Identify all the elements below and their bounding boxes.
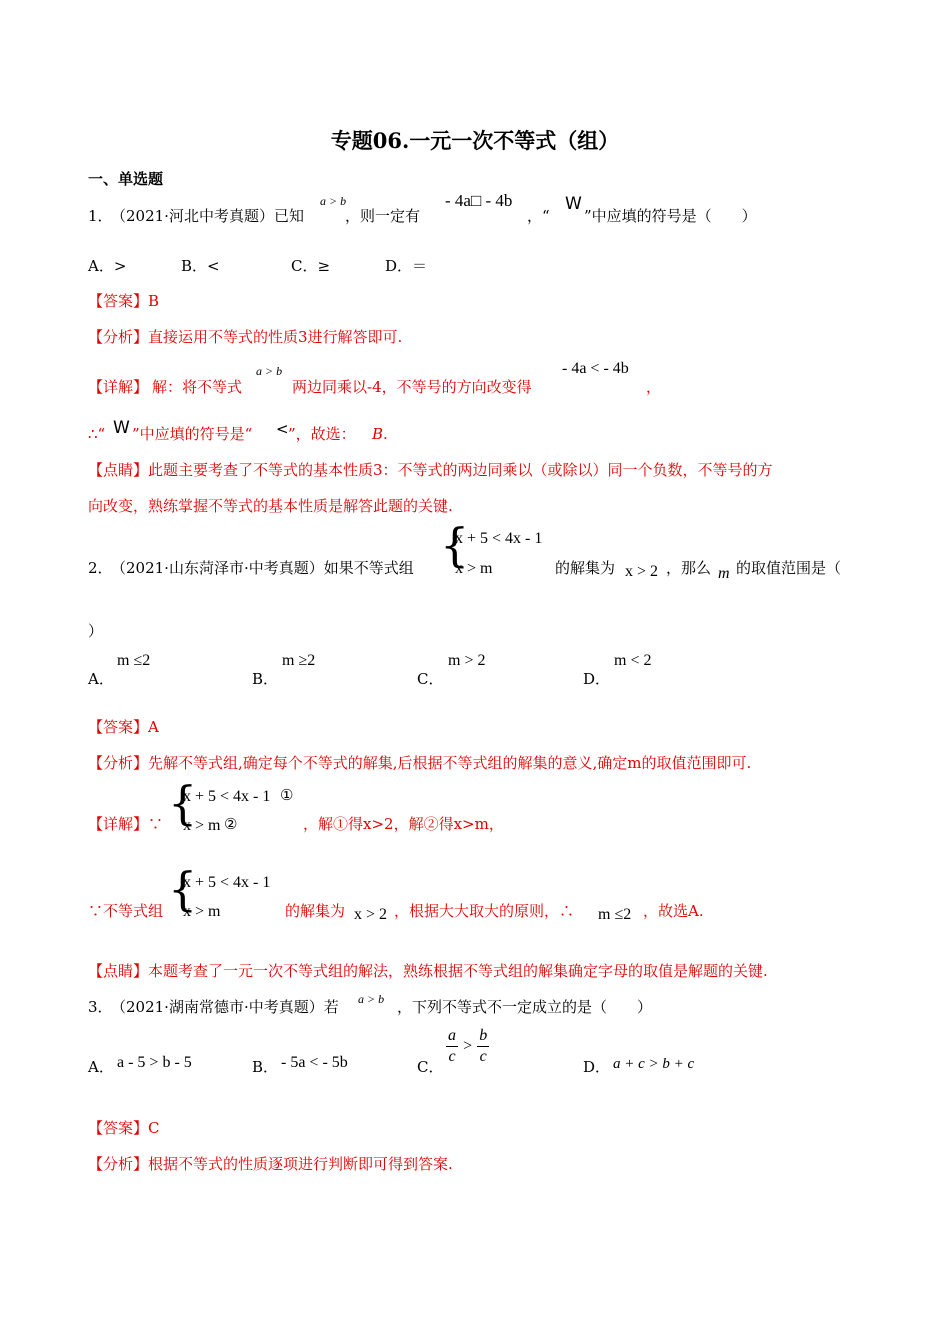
q2-system-line1: x + 5 < 4x - 1 (455, 530, 543, 547)
q2-option-d: m < 2 (614, 652, 652, 669)
q2-detail-circle1: ① (280, 786, 294, 804)
q1-stem-d: ”中应填的符号是（ ） (584, 207, 757, 225)
q3-option-c-numerator-right: b (477, 1026, 489, 1047)
q1-detail-c: ， (646, 378, 662, 396)
q1-stem-c: ，“ (527, 207, 550, 225)
q3-option-a-label: A． (88, 1058, 114, 1076)
q2-system-line2: x > m (455, 560, 493, 577)
q1-option-b: B．< (181, 257, 220, 275)
q1-answer: 【答案】B (88, 292, 160, 310)
q2-m: m (718, 565, 730, 582)
q1-conclusion-symbol: < (276, 420, 289, 438)
q1-stem-a: （2021·河北中考真题）已知 (111, 207, 304, 225)
q3-option-c-label: C． (417, 1058, 444, 1076)
q2-conclusion-brace: { (168, 862, 198, 916)
page-title: 专题06.一元一次不等式（组） (330, 128, 620, 153)
q2-conclusion-result: m ≤2 (598, 906, 632, 923)
q1-expression: - 4a□ - 4b (445, 191, 513, 210)
q3-analysis: 【分析】根据不等式的性质逐项进行判断即可得到答案. (88, 1155, 453, 1173)
q2-option-a: m ≤2 (117, 652, 151, 669)
q1-detail-condition: a > b (256, 364, 283, 378)
q2-option-d-label: D． (583, 670, 611, 688)
q2-comment: 【点睛】本题考查了一元一次不等式组的解法，熟练根据不等式组的解集确定字母的取值是解题的关键. (88, 962, 768, 980)
q3-option-c-denominator-right: c (479, 1048, 487, 1065)
q1-w-symbol: W (565, 194, 582, 214)
q1-number: 1． (88, 207, 113, 225)
q1-condition: a > b (320, 194, 347, 208)
q2-conclusion-solution: x > 2 (354, 906, 388, 923)
q2-detail-system-line2: x > m (183, 817, 221, 834)
q1-conclusion-a: ∴“ (88, 425, 106, 443)
q3-option-a: a - 5 > b - 5 (117, 1054, 192, 1071)
q3-option-b-label: B． (252, 1058, 279, 1076)
q2-detail-system-line1: x + 5 < 4x - 1 (183, 788, 271, 805)
q3-option-c-numerator-left: a (446, 1026, 458, 1047)
q2-detail-text: ，解①得x>2，解②得x>m， (303, 815, 504, 833)
q2-conclusion-system-line2: x > m (183, 903, 221, 920)
q2-option-a-label: A． (88, 670, 114, 688)
q3-option-c-denominator-left: c (448, 1048, 456, 1065)
q3-answer: 【答案】C (88, 1119, 160, 1137)
q3-option-c (446, 1026, 489, 1067)
q2-detail-label: 【详解】∵ (88, 815, 164, 833)
q2-conclusion-system-line1: x + 5 < 4x - 1 (183, 874, 271, 891)
q3-stem-b: ，下列不等式不一定成立的是（ ） (397, 998, 653, 1016)
q3-option-d: a + c > b + c (613, 1056, 695, 1072)
q2-detail-circle2: ② (224, 815, 238, 833)
q2-option-c-label: C． (417, 670, 444, 688)
q1-conclusion-answer: B. (372, 425, 388, 443)
q2-option-b: m ≥2 (282, 652, 316, 669)
q3-option-c-fraction-left (446, 1026, 458, 1067)
q2-analysis: 【分析】先解不等式组,确定每个不等式的解集,后根据不等式组的解集的意义,确定m的取值范围即可. (88, 754, 752, 772)
q3-stem-a: （2021·湖南常德市·中考真题）若 (111, 998, 339, 1016)
q2-conclusion-a: ∵不等式组 (88, 902, 164, 920)
q2-stem-b: 的解集为 (555, 559, 616, 577)
q2-solution: x > 2 (625, 563, 659, 580)
q2-option-b-label: B． (252, 670, 279, 688)
q1-detail-b: 两边同乘以-4，不等号的方向改变得 (292, 378, 532, 396)
q2-conclusion-c: ，根据大大取大的原则，∴ (394, 902, 575, 920)
q2-option-c: m > 2 (448, 652, 486, 669)
q1-option-d: D．＝ (385, 257, 428, 275)
q1-conclusion-c: ”，故选： (288, 425, 356, 443)
q3-option-d-label: D． (583, 1058, 611, 1076)
q1-detail-expression: - 4a < - 4b (562, 360, 629, 377)
q3-option-c-fraction-right (477, 1026, 489, 1067)
q3-condition: a > b (358, 992, 385, 1006)
q2-number: 2． (88, 559, 113, 577)
q1-option-a: A．> (88, 257, 127, 275)
q1-detail-a: 解：将不等式 (152, 378, 243, 396)
q1-conclusion-w: W (113, 418, 130, 438)
q3-number: 3． (88, 998, 113, 1016)
q2-answer: 【答案】A (88, 718, 159, 736)
q2-stem-a: （2021·山东菏泽市·中考真题）如果不等式组 (111, 559, 414, 577)
q3-option-b: - 5a < - 5b (281, 1054, 348, 1071)
q2-stem-e: ） (88, 622, 104, 640)
q1-conclusion-b: ”中应填的符号是“ (132, 425, 253, 443)
q2-conclusion-b: 的解集为 (285, 902, 346, 920)
q2-detail-brace: { (168, 776, 198, 830)
q1-comment-line2: 向改变，熟练掌握不等式的基本性质是解答此题的关键. (88, 497, 453, 515)
q3-option-c-operator: > (463, 1037, 473, 1055)
q1-comment-line1: 【点睛】此题主要考查了不等式的基本性质3：不等式的两边同乘以（或除以）同一个负数，不等号的方 (88, 461, 773, 479)
q2-system-brace: { (440, 518, 470, 572)
section-heading: 一、单选题 (88, 170, 164, 188)
q1-option-c: C．≥ (291, 257, 331, 275)
q2-conclusion-d: ，故选A. (643, 902, 704, 920)
q2-stem-d: 的取值范围是（ (736, 559, 842, 577)
q2-stem-c: ，那么 (666, 559, 712, 577)
q1-stem-b: ，则一定有 (345, 207, 421, 225)
q1-analysis: 【分析】直接运用不等式的性质3进行解答即可. (88, 328, 403, 346)
q1-detail-label: 【详解】 (88, 378, 149, 396)
